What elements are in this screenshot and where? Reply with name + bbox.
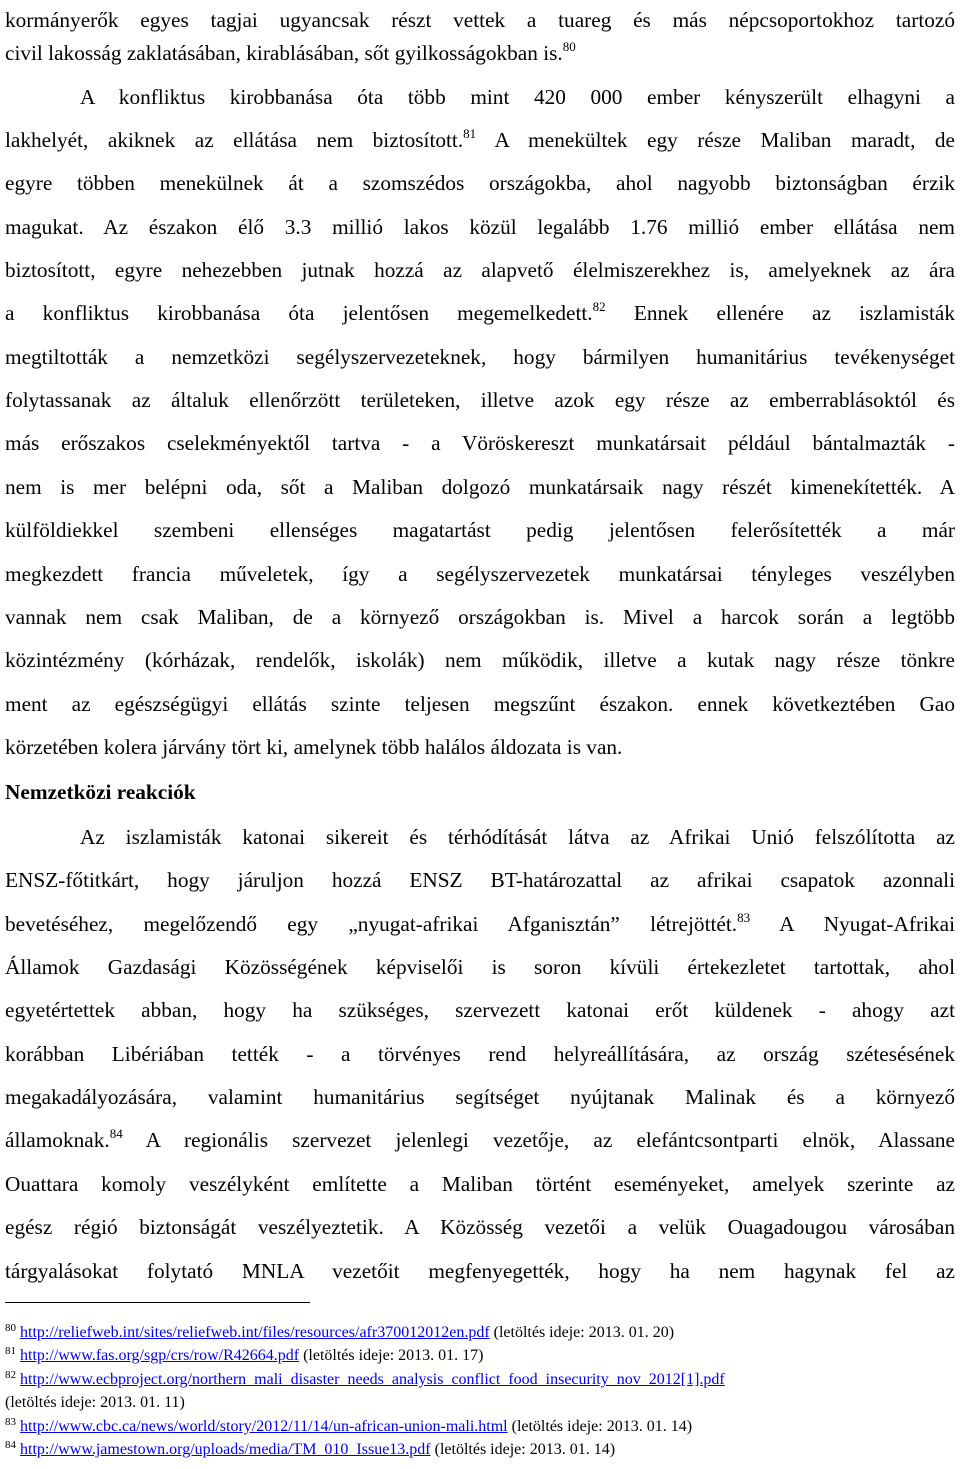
body-line: vannak nem csak Maliban, de a környező országokban is. Mivel a harcok során a legtöbb	[5, 605, 955, 629]
body-line: tárgyalásokat folytató MNLA vezetőit megfenyegették, hogy ha nem hagynak fel az	[5, 1259, 955, 1283]
footnote-number: 81	[5, 1345, 16, 1357]
footnote-number: 80	[5, 1322, 16, 1334]
footnote-note: (letöltés ideje: 2013. 01. 11)	[5, 1394, 185, 1411]
footnote-ref-83[interactable]: 83	[737, 910, 751, 925]
body-line: nem is mer belépni oda, sőt a Maliban dolgozó munkatársaik nagy részét kimenekítették. A	[5, 475, 955, 499]
body-line: magukat. Az északon élő 3.3 millió lakos közül legalább 1.76 millió ember ellátása nem	[5, 215, 955, 239]
footnote-83	[5, 1417, 955, 1437]
section-heading: Nemzetközi reakciók	[5, 780, 196, 804]
body-text: A regionális szervezet jelenlegi vezetője, az elefántcsontparti elnök, Alassane	[122, 1128, 955, 1152]
footnote-80	[5, 1323, 955, 1343]
body-line: kormányerők egyes tagjai ugyancsak részt vettek a tuareg és más népcsoportokhoz tartozó	[5, 8, 955, 32]
footnote-ref-81[interactable]: 81	[463, 126, 477, 141]
body-text: lakhelyét, akiknek az ellátása nem biztosított.	[5, 128, 464, 152]
body-line: megkezdett francia műveletek, így a segélyszervezetek munkatársai tényleges veszélyben	[5, 562, 955, 586]
body-line: biztosított, egyre nehezebben jutnak hozzá az alapvető élelmiszerekhez is, amelyeknek az ára	[5, 258, 955, 282]
body-text: bevetéséhez, megelőzendő egy „nyugat-afrikai Afganisztán” létrejöttét.	[5, 912, 738, 936]
footnote-link[interactable]: http://www.cbc.ca/news/world/story/2012/11/14/un-african-union-mali.html	[20, 1418, 508, 1435]
body-text: A Nyugat-Afrikai	[750, 912, 956, 936]
body-line	[5, 1125, 955, 1155]
body-line: közintézmény (kórházak, rendelők, iskolák) nem működik, illetve a kutak nagy része tönkre	[5, 648, 955, 672]
footnote-ref-82[interactable]: 82	[592, 299, 606, 314]
footnote-84	[5, 1440, 955, 1460]
footnote-number: 82	[5, 1369, 16, 1381]
body-line: ment az egészségügyi ellátás szinte teljesen megszűnt északon. ennek következtében Gao	[5, 692, 955, 716]
footnote-link[interactable]: http://www.jamestown.org/uploads/media/TM_010_Issue13.pdf	[20, 1441, 431, 1458]
body-line: ENSZ-főtitkárt, hogy járuljon hozzá ENSZ BT-határozattal az afrikai csapatok azonnali	[5, 868, 955, 892]
footnote-note: (letöltés ideje: 2013. 01. 14)	[430, 1441, 616, 1458]
body-line: egyetértettek abban, hogy ha szükséges, szervezett katonai erőt küldenek - ahogy azt	[5, 998, 955, 1022]
body-line: A konfliktus kirobbanása óta több mint 420 000 ember kényszerült elhagyni a	[80, 85, 955, 109]
body-line: külföldiekkel szembeni ellenséges magatartást pedig jelentősen felerősítették a már	[5, 518, 955, 542]
body-line	[5, 298, 955, 328]
body-text: civil lakosság zaklatásában, kirablásában, sőt gyilkosságokban is.	[5, 41, 563, 65]
footnote-number: 84	[5, 1439, 16, 1451]
body-line: körzetében kolera járvány tört ki, amelynek több halálos áldozata is van.	[5, 735, 623, 759]
footnote-link[interactable]: http://reliefweb.int/sites/reliefweb.int/files/resources/afr370012012en.pdf	[20, 1324, 490, 1341]
body-line: megtiltották a nemzetközi segélyszervezeteknek, hogy bármilyen humanitárius tevékenységet	[5, 345, 955, 369]
body-line: Államok Gazdasági Közösségének képviselői is soron kívüli értekezletet tartottak, ahol	[5, 955, 955, 979]
body-line: Ouattara komoly veszélyként említette a Maliban történt eseményeket, amelyek szerinte az	[5, 1172, 955, 1196]
body-line	[5, 125, 955, 155]
footnote-note: (letöltés ideje: 2013. 01. 14)	[507, 1418, 693, 1435]
body-line: megakadályozására, valamint humanitárius segítséget nyújtanak Malinak és a környező	[5, 1085, 955, 1109]
body-text: államoknak.	[5, 1128, 110, 1152]
body-line	[5, 909, 955, 939]
body-line: korábban Libériában tették - a törvényes rend helyreállítására, az ország szétesésének	[5, 1042, 955, 1066]
footnote-link[interactable]: http://www.ecbproject.org/northern_mali_disaster_needs_analysis_conflict_food_insecurity_nov_2012[1].pdf	[20, 1371, 725, 1388]
footnote-separator	[5, 1302, 310, 1303]
footnote-81	[5, 1346, 955, 1366]
body-text: a konfliktus kirobbanása óta jelentősen megemelkedett.	[5, 301, 593, 325]
body-text: A menekültek egy része Maliban maradt, de	[476, 128, 955, 152]
body-text: Ennek ellenére az iszlamisták	[605, 301, 956, 325]
body-line: Az iszlamisták katonai sikereit és térhódítását látva az Afrikai Unió felszólította az	[80, 825, 955, 849]
footnote-82-continued	[5, 1393, 955, 1413]
footnote-ref-80[interactable]: 80	[562, 39, 576, 54]
footnote-link[interactable]: http://www.fas.org/sgp/crs/row/R42664.pdf	[20, 1347, 300, 1364]
body-line: egész régió biztonságát veszélyeztetik. A Közösség vezetői a velük Ouagadougou városában	[5, 1215, 955, 1239]
footnote-82	[5, 1370, 955, 1390]
body-line: más erőszakos cselekményektől tartva - a Vöröskereszt munkatársait például bántalmazták -	[5, 431, 955, 455]
footnote-note: (letöltés ideje: 2013. 01. 17)	[299, 1347, 484, 1364]
footnote-ref-84[interactable]: 84	[109, 1126, 123, 1141]
body-line	[5, 38, 955, 68]
footnote-note: (letöltés ideje: 2013. 01. 20)	[489, 1324, 675, 1341]
body-line: egyre többen menekülnek át a szomszédos országokba, ahol nagyobb biztonságban érzik	[5, 171, 955, 195]
footnote-number: 83	[5, 1416, 16, 1428]
body-line: folytassanak az általuk ellenőrzött területeken, illetve azok egy része az emberrablásoktól és	[5, 388, 955, 412]
